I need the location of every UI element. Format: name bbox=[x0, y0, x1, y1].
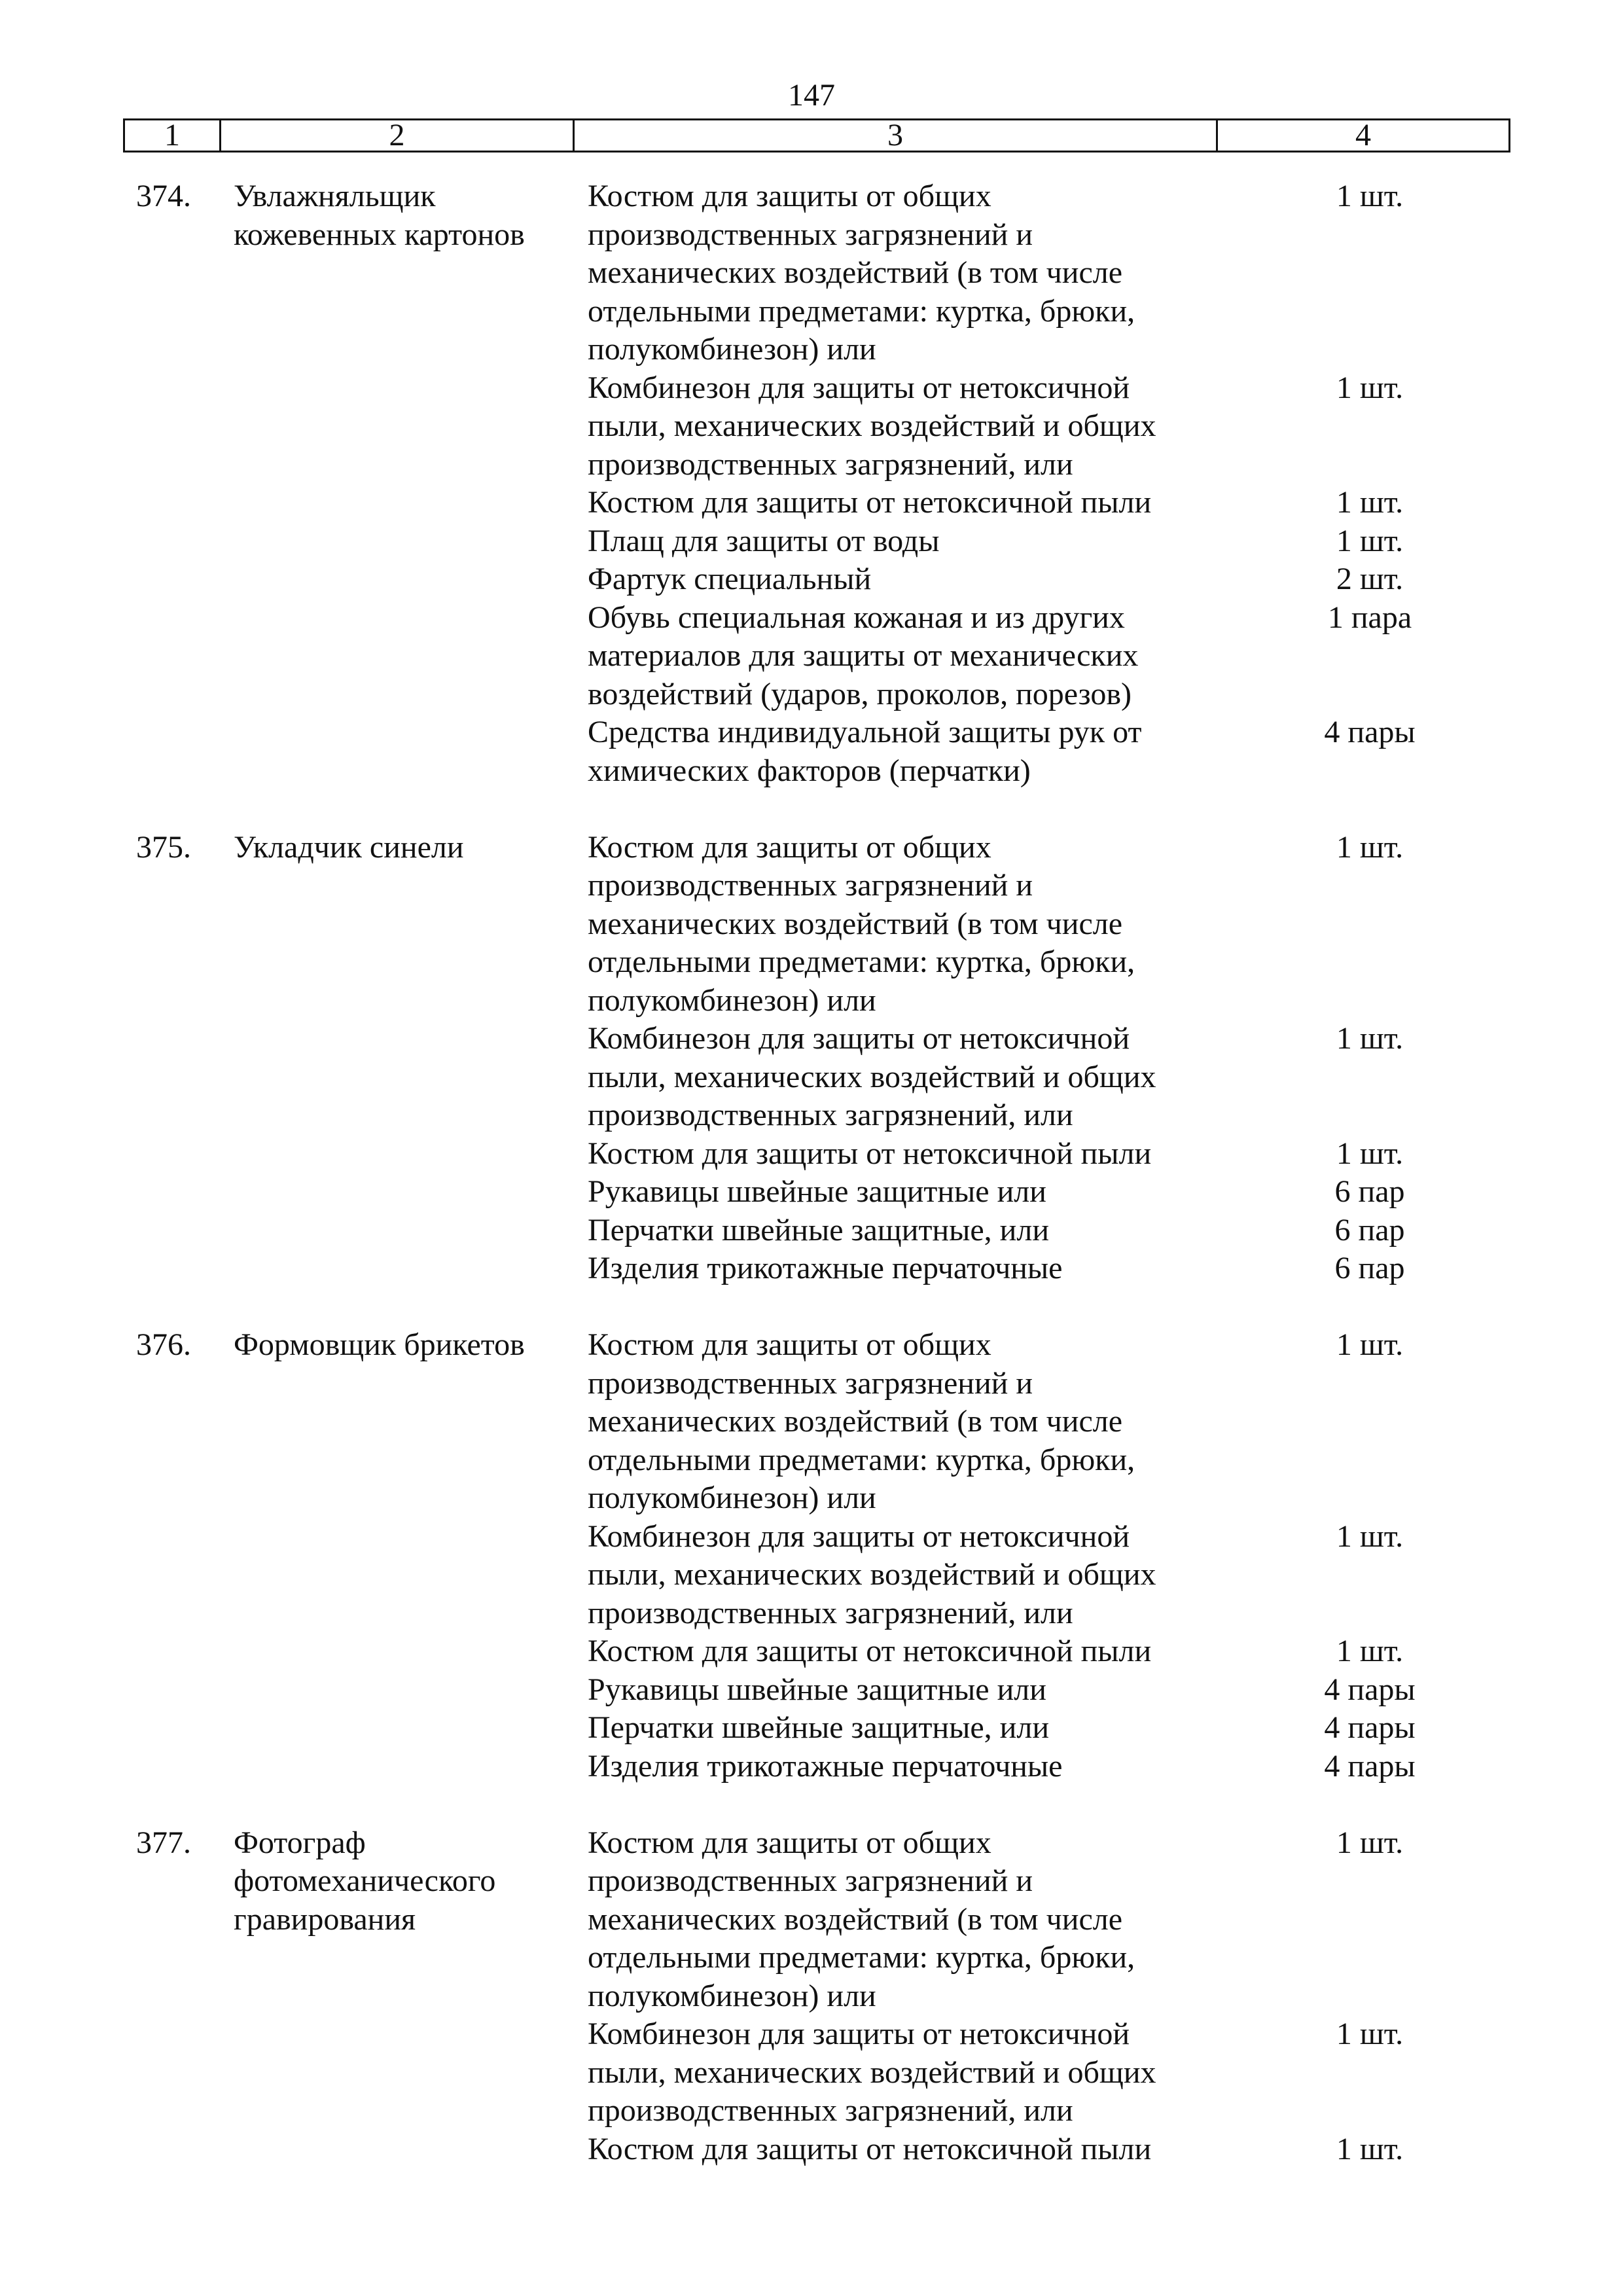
column-header-row bbox=[123, 118, 1510, 152]
item-name: Костюм для защиты от нетоксичной пыли bbox=[588, 2131, 1152, 2166]
item-quantity: 4 пары bbox=[1324, 1748, 1416, 1784]
column-header-2: 2 bbox=[221, 120, 575, 151]
list-item bbox=[588, 2015, 1609, 2130]
table-row bbox=[0, 1326, 1623, 1785]
item-name: Комбинезон для защиты от нетоксичной пыли, механических воздействий и общих производственных загрязнений, или bbox=[588, 1518, 1156, 1630]
item-name: Рукавицы швейные защитные или bbox=[588, 1672, 1046, 1707]
table-row bbox=[0, 829, 1623, 1288]
item-quantity: 1 шт. bbox=[1336, 829, 1404, 865]
entry-number: 375. bbox=[136, 829, 191, 865]
page-number: 147 bbox=[788, 78, 835, 113]
item-name: Костюм для защиты от нетоксичной пыли bbox=[588, 1136, 1152, 1171]
item-quantity: 1 шт. bbox=[1336, 523, 1404, 558]
entry-items-list bbox=[588, 829, 1609, 1288]
list-item bbox=[588, 1518, 1609, 1633]
list-item bbox=[588, 1135, 1609, 1174]
list-item bbox=[588, 599, 1609, 714]
item-quantity: 2 шт. bbox=[1336, 562, 1404, 596]
item-quantity: 1 шт. bbox=[1336, 1021, 1404, 1056]
item-quantity: 1 шт. bbox=[1336, 179, 1404, 213]
item-name: Костюм для защиты от общих производственных загрязнений и механических воздействий (в том числе отдельными предметами: куртка, брюки, полукомбинезон) или bbox=[588, 1825, 1135, 2013]
item-quantity: 4 пары bbox=[1324, 715, 1416, 749]
item-name: Фартук специальный bbox=[588, 562, 872, 596]
item-name: Изделия трикотажные перчаточные bbox=[588, 1748, 1063, 1784]
item-name: Комбинезон для защиты от нетоксичной пыли, механических воздействий и общих производственных загрязнений, или bbox=[588, 2017, 1156, 2128]
list-item bbox=[588, 713, 1609, 790]
item-name: Перчатки швейные защитные, или bbox=[588, 1710, 1049, 1745]
item-name: Плащ для защиты от воды bbox=[588, 523, 940, 558]
entry-job-title: Увлажняльщик кожевенных картонов bbox=[234, 179, 525, 252]
item-quantity: 1 пара bbox=[1327, 600, 1412, 635]
entry-job-title: Фотограф фотомеханического гравирования bbox=[234, 1825, 496, 1937]
list-item bbox=[588, 1671, 1609, 1710]
table-row bbox=[0, 177, 1623, 790]
item-name: Костюм для защиты от общих производственных загрязнений и механических воздействий (в том числе отдельными предметами: куртка, брюки, полукомбинезон) или bbox=[588, 829, 1135, 1018]
list-item bbox=[588, 1020, 1609, 1135]
entry-items-list bbox=[588, 1824, 1609, 2169]
entries-table bbox=[0, 177, 1623, 2207]
item-name: Изделия трикотажные перчаточные bbox=[588, 1251, 1063, 1285]
item-quantity: 1 шт. bbox=[1336, 485, 1404, 520]
list-item bbox=[588, 1824, 1609, 2016]
item-quantity: 6 пар bbox=[1334, 1174, 1405, 1209]
list-item bbox=[588, 1632, 1609, 1671]
list-item bbox=[588, 1709, 1609, 1748]
entry-job-title: Укладчик синели bbox=[234, 829, 464, 865]
item-quantity: 6 пар bbox=[1334, 1212, 1405, 1247]
list-item bbox=[588, 522, 1609, 561]
item-quantity: 1 шт. bbox=[1336, 1136, 1404, 1171]
entry-number: 374. bbox=[136, 179, 191, 213]
item-name: Комбинезон для защиты от нетоксичной пыли, механических воздействий и общих производственных загрязнений, или bbox=[588, 1021, 1156, 1132]
entry-number: 376. bbox=[136, 1327, 191, 1362]
list-item bbox=[588, 2130, 1609, 2169]
list-item bbox=[588, 484, 1609, 522]
item-quantity: 1 шт. bbox=[1336, 2131, 1404, 2166]
item-quantity: 1 шт. bbox=[1336, 370, 1404, 405]
column-header-4: 4 bbox=[1355, 118, 1371, 152]
item-quantity: 1 шт. bbox=[1336, 1634, 1404, 1668]
entry-job-title: Формовщик брикетов bbox=[234, 1327, 525, 1362]
column-header-1: 1 bbox=[125, 120, 221, 151]
item-quantity: 4 пары bbox=[1324, 1672, 1416, 1707]
table-row bbox=[0, 1824, 1623, 2169]
list-item bbox=[588, 1326, 1609, 1518]
list-item bbox=[588, 829, 1609, 1020]
item-name: Костюм для защиты от общих производственных загрязнений и механических воздействий (в том числе отдельными предметами: куртка, брюки, полукомбинезон) или bbox=[588, 179, 1135, 367]
item-quantity: 1 шт. bbox=[1336, 1518, 1404, 1554]
item-quantity: 1 шт. bbox=[1336, 2017, 1404, 2051]
entry-number: 377. bbox=[136, 1825, 191, 1860]
item-quantity: 4 пары bbox=[1324, 1710, 1416, 1745]
list-item bbox=[588, 177, 1609, 369]
list-item bbox=[588, 1249, 1609, 1288]
item-name: Рукавицы швейные защитные или bbox=[588, 1174, 1046, 1209]
item-name: Перчатки швейные защитные, или bbox=[588, 1212, 1049, 1247]
item-name: Костюм для защиты от нетоксичной пыли bbox=[588, 1634, 1152, 1668]
list-item bbox=[588, 1748, 1609, 1786]
list-item bbox=[588, 1211, 1609, 1250]
item-quantity: 6 пар bbox=[1334, 1251, 1405, 1285]
item-quantity: 1 шт. bbox=[1336, 1825, 1404, 1860]
list-item bbox=[588, 1173, 1609, 1211]
entry-items-list bbox=[588, 1326, 1609, 1785]
list-item bbox=[588, 369, 1609, 484]
item-name: Костюм для защиты от общих производственных загрязнений и механических воздействий (в том числе отдельными предметами: куртка, брюки, полукомбинезон) или bbox=[588, 1327, 1135, 1515]
item-name: Костюм для защиты от нетоксичной пыли bbox=[588, 485, 1152, 520]
item-name: Обувь специальная кожаная и из других материалов для защиты от механических воздействий (ударов, проколов, порезов) bbox=[588, 600, 1139, 711]
column-header-3: 3 bbox=[575, 120, 1218, 151]
entry-items-list bbox=[588, 177, 1609, 790]
list-item bbox=[588, 560, 1609, 599]
item-name: Средства индивидуальной защиты рук от химических факторов (перчатки) bbox=[588, 715, 1142, 788]
item-name: Комбинезон для защиты от нетоксичной пыли, механических воздействий и общих производственных загрязнений, или bbox=[588, 370, 1156, 482]
item-quantity: 1 шт. bbox=[1336, 1327, 1404, 1362]
